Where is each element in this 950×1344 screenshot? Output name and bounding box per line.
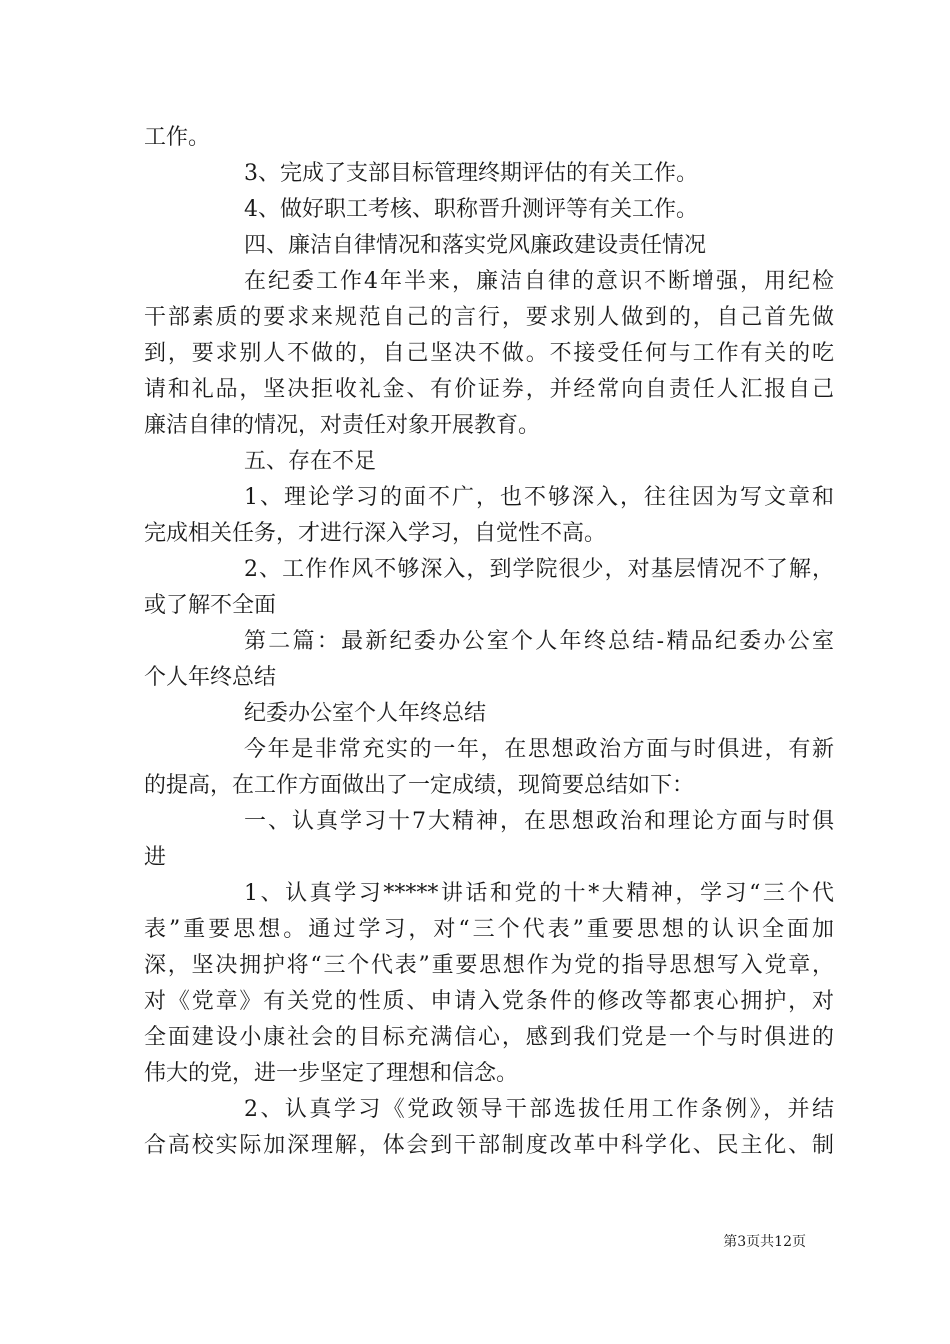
- text-line: 2、认真学习《党政领导干部选拔任用工作条例》，并结: [244, 1097, 834, 1122]
- text-line: 4、做好职工考核、职称晋升测评等有关工作。: [244, 197, 698, 222]
- text-line: 3、完成了支部目标管理终期评估的有关工作。: [244, 161, 698, 186]
- text-line: 请和礼品，坚决拒收礼金、有价证券，并经常向自责任人汇报自己: [144, 377, 834, 402]
- section-title: 个人年终总结: [144, 665, 277, 690]
- text-line: 工作。: [144, 125, 211, 150]
- text-line: 在纪委工作4年半来，廉洁自律的意识不断增强，用纪检: [244, 269, 834, 294]
- text-line: 或了解不全面: [144, 593, 277, 618]
- document-body: [144, 120, 834, 1164]
- text-line: 廉洁自律的情况，对责任对象开展教育。: [144, 413, 541, 438]
- text-line: 伟大的党，进一步坚定了理想和信念。: [144, 1061, 519, 1086]
- document-title: 纪委办公室个人年终总结: [244, 701, 487, 726]
- page-number: 第3页共12页: [723, 1234, 806, 1250]
- text-line: 2、工作作风不够深入，到学院很少，对基层情况不了解，: [244, 557, 834, 582]
- text-line: 1、认真学习*****讲话和党的十*大精神，学习“三个代: [244, 881, 834, 906]
- text-line: 深，坚决拥护将“三个代表”重要思想作为党的指导思想写入党章，: [144, 953, 834, 978]
- section-heading: 四、廉洁自律情况和落实党风廉政建设责任情况: [244, 233, 707, 258]
- text-line: 到，要求别人不做的，自己坚决不做。不接受任何与工作有关的吃: [144, 341, 834, 366]
- section-heading: 五、存在不足: [244, 449, 377, 474]
- text-line: 1、理论学习的面不广，也不够深入，往往因为写文章和: [244, 485, 834, 510]
- section-heading: 一、认真学习十7大精神，在思想政治和理论方面与时俱: [244, 809, 834, 834]
- section-heading: 进: [144, 845, 167, 870]
- section-title: 第二篇：最新纪委办公室个人年终总结-精品纪委办公室: [244, 629, 834, 654]
- text-line: 合高校实际加深理解，体会到干部制度改革中科学化、民主化、制: [144, 1133, 834, 1158]
- text-line: 的提高，在工作方面做出了一定成绩，现简要总结如下：: [144, 773, 695, 798]
- text-line: 对《党章》有关党的性质、申请入党条件的修改等都衷心拥护，对: [144, 989, 834, 1014]
- text-line: 今年是非常充实的一年，在思想政治方面与时俱进，有新: [244, 737, 834, 762]
- text-line: 完成相关任务，才进行深入学习，自觉性不高。: [144, 521, 607, 546]
- text-line: 全面建设小康社会的目标充满信心，感到我们党是一个与时俱进的: [144, 1025, 834, 1050]
- text-line: 表”重要思想。通过学习，对“三个代表”重要思想的认识全面加: [144, 917, 834, 942]
- text-line: 干部素质的要求来规范自己的言行，要求别人做到的，自己首先做: [144, 305, 834, 330]
